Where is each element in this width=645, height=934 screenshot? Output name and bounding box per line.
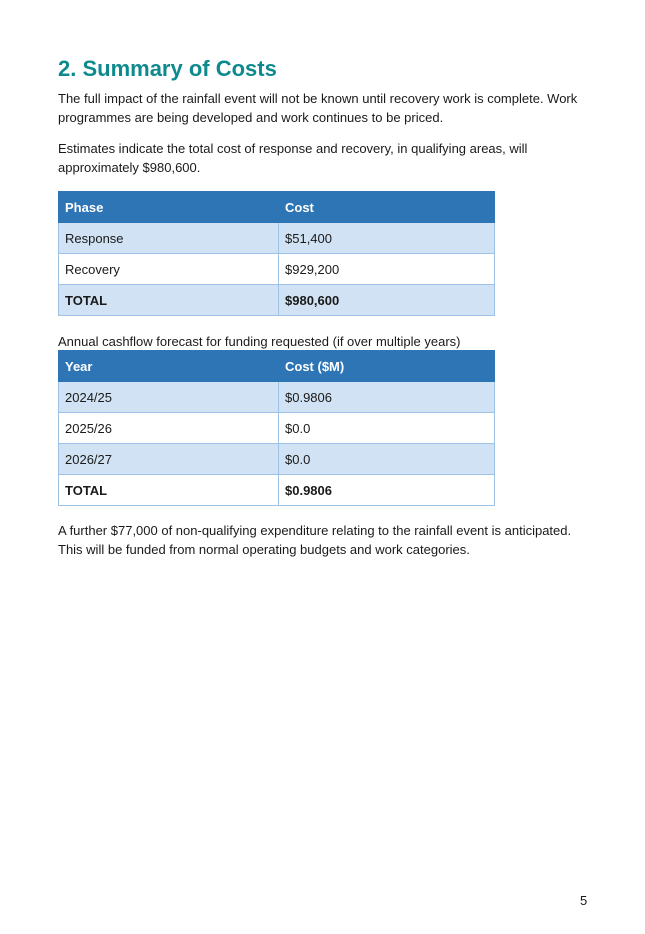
table-header-row [59,351,495,382]
year-cell: 2025/26 [59,413,279,444]
column-header-cost-m: Cost ($M) [279,351,495,382]
cost-cell: $51,400 [279,223,495,254]
table-row [59,444,495,475]
cost-table [58,191,495,316]
cost-cell: $0.9806 [279,475,495,506]
table-row [59,223,495,254]
phase-cell: Response [59,223,279,254]
table-total-row [59,285,495,316]
cost-cell: $929,200 [279,254,495,285]
page-number: 5 [580,893,588,908]
cashflow-table [58,350,495,506]
year-cell: TOTAL [59,475,279,506]
further-expenditure-paragraph: A further $77,000 of non-qualifying expenditure relating to the rainfall event is anticipated. This will be funded from normal operating budgets and work categories. [58,523,572,557]
cashflow-caption: Annual cashflow forecast for funding requested (if over multiple years) [58,334,461,349]
year-cell: 2024/25 [59,382,279,413]
section-heading: 2. Summary of Costs [58,56,277,81]
phase-cell: Recovery [59,254,279,285]
estimate-paragraph: Estimates indicate the total cost of response and recovery, in qualifying areas, will approximately $980,600. [58,141,528,175]
table-row [59,413,495,444]
table-total-row [59,475,495,506]
table-row [59,382,495,413]
intro-paragraph: The full impact of the rainfall event will not be known until recovery work is complete. Work programmes are being developed and work continues to be priced. [58,91,578,125]
table-row [59,254,495,285]
column-header-year: Year [59,351,279,382]
cost-cell: $0.0 [279,444,495,475]
column-header-phase: Phase [59,192,279,223]
cost-cell: $980,600 [279,285,495,316]
column-header-cost: Cost [279,192,495,223]
cost-cell: $0.9806 [279,382,495,413]
cost-cell: $0.0 [279,413,495,444]
table-header-row [59,192,495,223]
year-cell: 2026/27 [59,444,279,475]
phase-cell: TOTAL [59,285,279,316]
